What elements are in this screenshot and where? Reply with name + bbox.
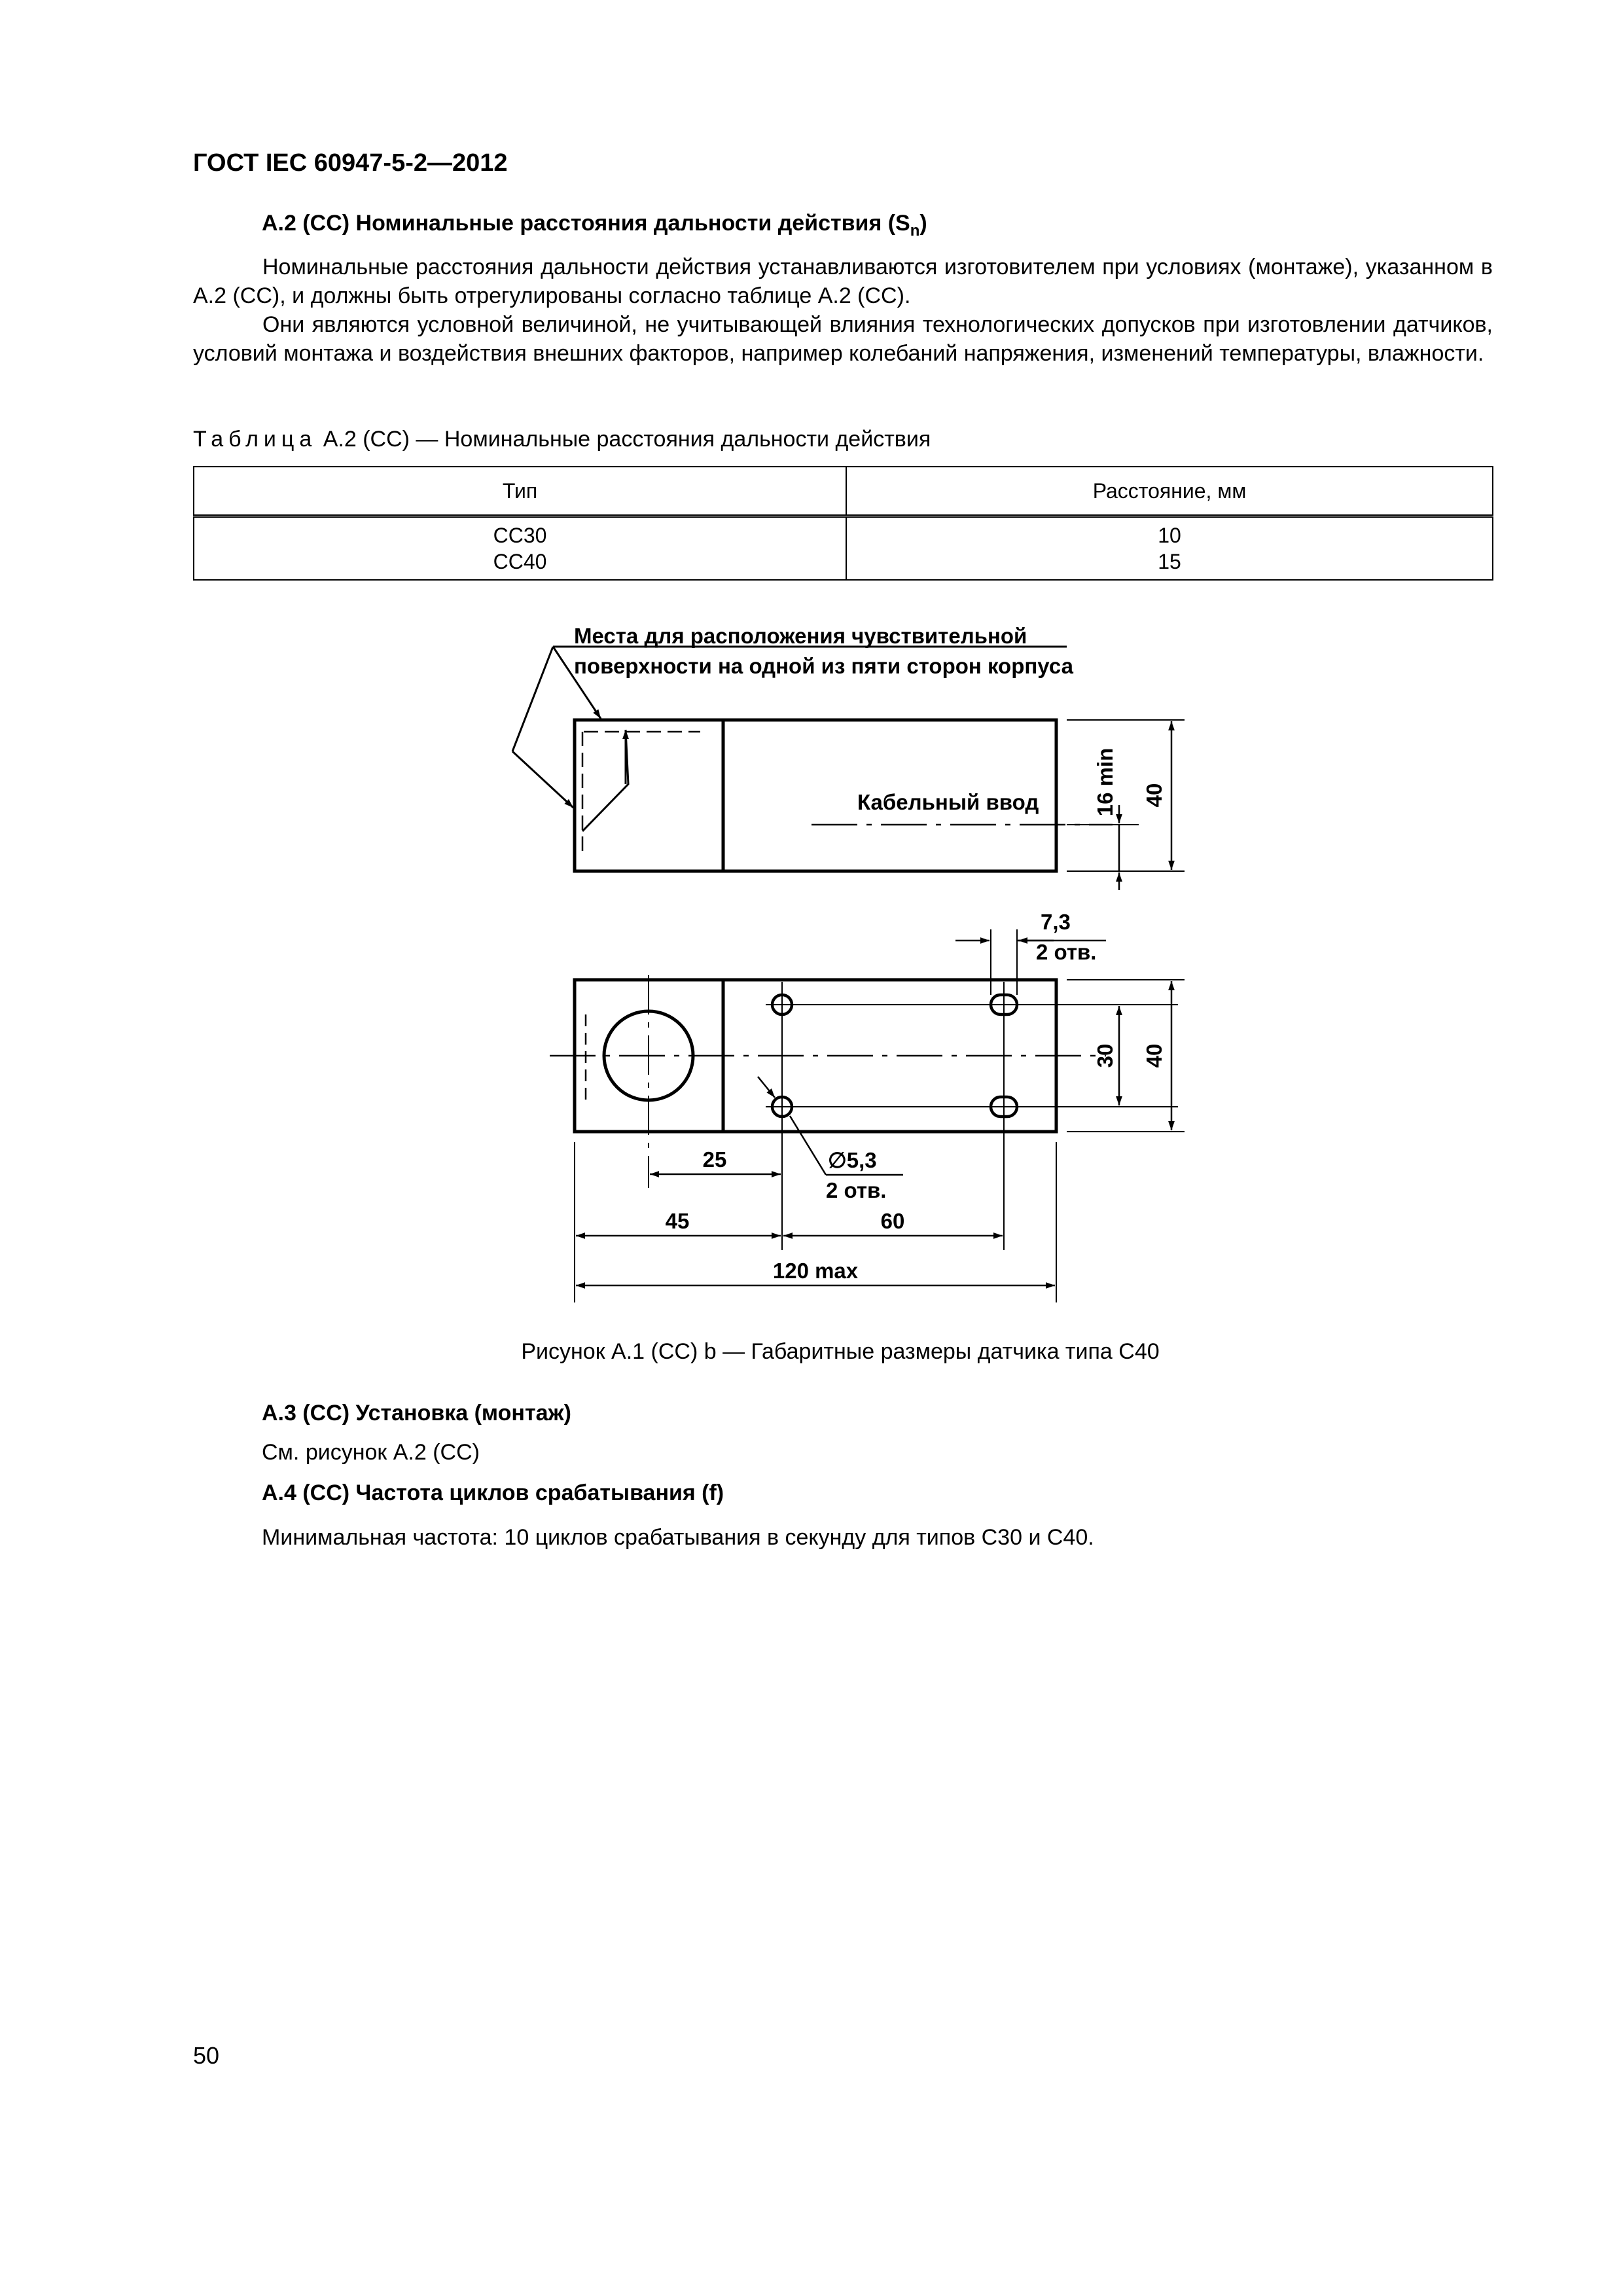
side-zigzag-leader — [582, 730, 628, 831]
plan-view — [550, 910, 1185, 1302]
dimension-30-label: 30 — [1093, 1043, 1117, 1068]
dimension-16min-label: 16 min — [1093, 747, 1117, 817]
leader-arrow-side — [512, 751, 573, 808]
leader-label-line1: Места для расположения чувствительной — [574, 624, 1027, 648]
type-value: СС30 — [493, 524, 547, 547]
section-a2-heading-subscript: n — [910, 221, 920, 240]
table-caption-prefix: Таблица — [193, 427, 317, 452]
dimension-2holes-top-label: 2 отв. — [1036, 940, 1097, 964]
dimension-40-side-label: 40 — [1142, 783, 1166, 808]
dimension-40-plan-label: 40 — [1142, 1043, 1166, 1068]
table-caption-title: А.2 (СС) — Номинальные расстояния дальности действия — [317, 427, 931, 452]
type-value: СС40 — [493, 550, 547, 573]
section-a2-heading-end: ) — [919, 211, 927, 236]
section-a2-heading-text: А.2 (СС) Номинальные расстояния дальности действия (S — [262, 211, 910, 236]
section-a2-paragraph-1: Номинальные расстояния дальности действия устанавливаются изготовителем при условиях (монтаже), указанном в А.2 (СС), и должны быть отрегулированы согласно таблице А.2 (СС). — [193, 255, 1493, 308]
distance-value: 10 — [1158, 524, 1181, 547]
page-number: 50 — [193, 2042, 220, 2069]
side-view — [512, 624, 1185, 890]
section-a4-text: Минимальная частота: 10 циклов срабатывания в секунду для типов С30 и С40. — [262, 1525, 1094, 1550]
section-a3-text: См. рисунок А.2 (СС) — [262, 1440, 480, 1465]
leader-line — [512, 647, 553, 751]
leader-label-line2: поверхности на одной из пяти сторон корпуса — [574, 654, 1073, 678]
column-header-distance: Расстояние, мм — [846, 467, 1493, 516]
column-header-type: Тип — [194, 467, 846, 516]
dimension-25-label: 25 — [702, 1147, 727, 1172]
section-a2-paragraph-2: Они являются условной величиной, не учитывающей влияния технологических допусков при изготовлении датчиков, условий монтажа и воздействия внешних факторов, например колебаний напряжения, изменений температуры, влажности. — [193, 312, 1493, 366]
section-a4-heading: А.4 (СС) Частота циклов срабатывания (f) — [262, 1480, 724, 1505]
hole-diameter-label: ∅5,3 — [828, 1148, 877, 1172]
dimension-60-label: 60 — [880, 1209, 905, 1233]
hole-diameter-arrow — [758, 1077, 775, 1098]
dimension-120max-label: 120 max — [772, 1259, 859, 1283]
distance-value: 15 — [1158, 550, 1181, 573]
dimension-45-label: 45 — [665, 1209, 690, 1233]
cable-entry-label: Кабельный ввод — [857, 790, 1039, 814]
figure-caption: Рисунок А.1 (СС) b — Габаритные размеры датчика типа С40 — [521, 1339, 1160, 1364]
document-standard-header: ГОСТ IEC 60947-5-2—2012 — [193, 149, 508, 177]
section-a3-heading: А.3 (СС) Установка (монтаж) — [262, 1401, 571, 1426]
hole-diameter-leader — [790, 1116, 826, 1175]
dimension-7-3-label: 7,3 — [1041, 910, 1071, 934]
dimension-2holes-bottom-label: 2 отв. — [826, 1178, 887, 1202]
